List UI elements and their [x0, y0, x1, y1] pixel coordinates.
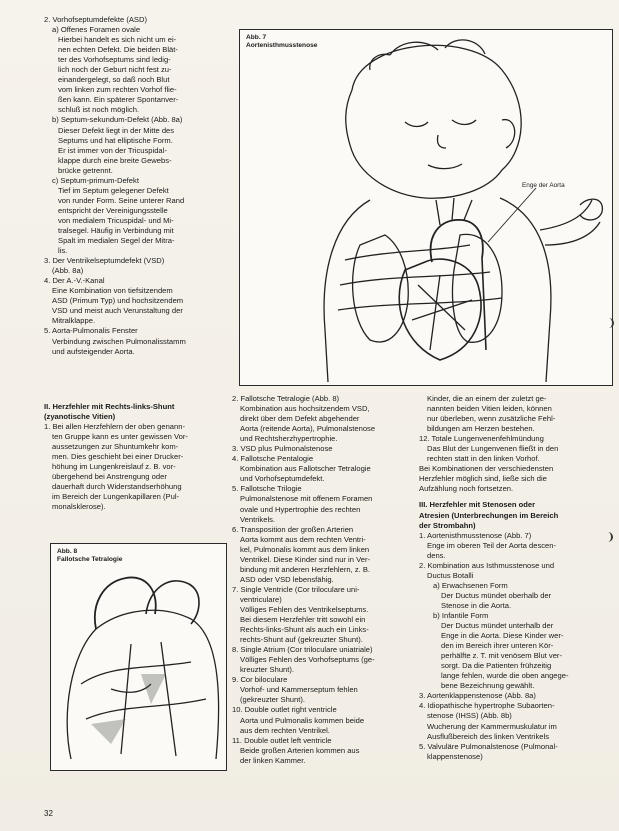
text-line: aussetzungen zur Shuntumkehr kom-	[52, 442, 179, 452]
text-line: einandergelegt, so daß noch Blut	[58, 75, 170, 85]
text-line: Enge in die Aorta. Diese Kinder wer-	[441, 631, 564, 641]
text-line: Mitralklappe.	[52, 316, 96, 326]
text-line: rechts-Shunt auf (gekreuzter Shunt).	[240, 635, 363, 645]
text-line: Bei Kombinationen der verschiedensten	[419, 464, 554, 474]
text-line: 3. Der Ventrikelseptumdefekt (VSD)	[44, 256, 165, 266]
text-line: 3. Aortenklappenstenose (Abb. 8a)	[419, 691, 536, 701]
text-line: 1. Bei allen Herzfehlern der oben genann-	[44, 422, 185, 432]
text-line: der Strombahn)	[419, 520, 476, 530]
text-line: kel, Pulmonalis kommt aus dem linken	[240, 544, 370, 554]
text-line: Kombination aus hochsitzendem VSD,	[240, 404, 370, 414]
text-line: ßen kann. Ein späterer Spontanver-	[58, 95, 179, 105]
text-line: Enge im oberen Teil der Aorta descen-	[427, 540, 557, 550]
text-line: schluß ist noch möglich.	[58, 105, 140, 115]
text-line: a) Erwachsenen Form	[433, 580, 508, 590]
text-line: Der Ductus mündet unterhalb der	[441, 621, 554, 631]
text-line: III. Herzfehler mit Stenosen oder	[419, 500, 536, 510]
text-line: lange fehlen, wurde die oben angege-	[441, 671, 569, 681]
text-line: von medialem Tricuspidal- und Mi-	[58, 215, 174, 225]
text-line: Septums und hat elliptische Form.	[58, 135, 173, 145]
text-line: vom linken zum rechten Vorhof flie-	[58, 85, 177, 95]
text-line: Atresien (Unterbrechungen im Bereich	[419, 510, 559, 520]
text-line: Das Blut der Lungenvenen fließt in den	[427, 444, 559, 454]
text-line: 4. Der A.-V.-Kanal	[44, 276, 105, 286]
text-line: Aufzählung noch fortsetzen.	[419, 484, 514, 494]
text-line: lis.	[58, 246, 68, 256]
text-line: Aorta kommt aus dem rechten Ventri-	[240, 534, 366, 544]
text-line: 3. VSD plus Pulmonalstenose	[232, 444, 333, 454]
text-line: 4. Fallotsche Pentalogie	[232, 454, 314, 464]
text-line: entspricht der Vereinigungsstelle	[58, 205, 168, 215]
text-line: 7. Single Ventricle (Cor triloculare uni-	[232, 584, 360, 594]
page-number: 32	[44, 809, 53, 818]
text-line: Dieser Defekt liegt in der Mitte des	[58, 125, 175, 135]
page-edge-mark	[605, 532, 613, 542]
text-line: 5. Aorta-Pulmonalis Fenster	[44, 326, 138, 336]
text-line: 5. Valvuläre Pulmonalstenose (Pulmonal-	[419, 741, 558, 751]
text-line: (Abb. 8a)	[52, 266, 84, 276]
text-line: den im Bereich ihrer unteren Kör-	[441, 641, 554, 651]
text-line: Vorhof- und Kammerseptum fehlen	[240, 685, 358, 695]
column-a	[44, 15, 222, 357]
text-line: ventriculare)	[240, 594, 282, 604]
text-line: Völliges Fehlen des Vorhofseptums (ge-	[240, 655, 375, 665]
text-line: b) Septum-sekundum-Defekt (Abb. 8a)	[52, 115, 183, 125]
text-line: ten Gruppe kann es unter gewissen Vor-	[52, 432, 188, 442]
text-line: ovale und Hypertrophie des rechten	[240, 504, 361, 514]
text-line: Wucherung der Kammermuskulatur im	[427, 721, 557, 731]
text-line: dauerhaft durch Widerstandserhöhung	[52, 482, 182, 492]
text-line: Verbindung zwischen Pulmonalisstamm	[52, 336, 186, 346]
text-line: aus dem rechten Ventrikel.	[240, 725, 330, 735]
text-line: perhälfte z. T. mit venösem Blut ver-	[441, 651, 562, 661]
text-line: bildungen am Herzen bestehen.	[427, 424, 535, 434]
text-line: 1. Aortenisthmusstenose (Abb. 7)	[419, 530, 532, 540]
child-anatomy-illustration	[240, 30, 612, 385]
text-line: (zyanotische Vitien)	[44, 412, 116, 422]
text-line: lich noch der Geburt nicht fest zu-	[58, 65, 172, 75]
annotation-aortic-narrowing: Enge der Aorta	[522, 182, 565, 189]
text-line: II. Herzfehler mit Rechts-links-Shunt	[44, 402, 175, 411]
text-line: monalsklerose).	[52, 502, 106, 512]
figure-title: Fallotsche Tetralogie	[57, 555, 123, 563]
text-line: und Rechtsherzhypertrophie.	[240, 434, 338, 444]
text-line: und aufsteigender Aorta.	[52, 346, 135, 356]
text-line: Ventrikel. Diese Kinder sind nur in Ver-	[240, 554, 371, 564]
text-line: bindung mit anderen Herzfehlern, z. B.	[240, 564, 371, 574]
text-line: Beide großen Arterien kommen aus	[240, 745, 360, 755]
text-line: 6. Transposition der großen Arterien	[232, 524, 354, 534]
figure-number: Abb. 8	[57, 548, 78, 555]
figure-number: Abb. 7	[246, 34, 267, 41]
column-c	[232, 394, 412, 766]
text-line: Hierbei handelt es sich nicht um ei-	[58, 35, 177, 45]
text-line: Ventrikels.	[240, 514, 276, 524]
text-line: rechten statt in den linken Vorhof.	[427, 454, 540, 464]
text-line: Kombination aus Fallotscher Tetralogie	[240, 464, 371, 474]
text-line: 10. Double outlet right ventricle	[232, 705, 337, 715]
text-line: Herzfehler möglich sind, ließe sich die	[419, 474, 547, 484]
text-line: nannten beiden Vitien leiden, können	[427, 404, 552, 414]
text-line: 9. Cor biloculare	[232, 675, 288, 685]
text-line: Kinder, die an einem der zuletzt ge-	[427, 394, 547, 403]
text-line: Spalt im medialen Segel der Mitra-	[58, 236, 175, 246]
figure-tetralogy-of-fallot	[50, 543, 227, 771]
text-line: Er ist immer von der Tricuspidal-	[58, 145, 167, 155]
text-line: c) Septum-primum-Defekt	[52, 175, 139, 185]
text-line: Pulmonalstenose mit offenem Foramen	[240, 494, 373, 504]
text-line: dens.	[427, 550, 446, 560]
text-line: stenose (IHSS) (Abb. 8b)	[427, 711, 512, 721]
text-line: nen echten Defekt. Die beiden Blät-	[58, 45, 178, 55]
text-line: von runder Form. Seine unterer Rand	[58, 195, 185, 205]
text-line: a) Offenes Foramen ovale	[52, 25, 141, 35]
text-line: 11. Double outlet left ventricle	[232, 735, 332, 745]
text-line: 4. Idiopathische hypertrophe Subaorten-	[419, 701, 555, 711]
text-line: höhung im Lungenkreislauf z. B. vor-	[52, 462, 176, 472]
text-line: und Vorhofseptumdefekt.	[240, 474, 325, 484]
text-line: 2. Vorhofseptumdefekte (ASD)	[44, 15, 147, 24]
text-line: direkt über dem Defekt abgehender	[240, 414, 360, 424]
text-line: men. Dies geschieht bei einer Drucker-	[52, 452, 184, 462]
text-line: klappenstenose)	[427, 751, 483, 761]
column-d	[419, 394, 597, 762]
text-line: Bei diesem Herzfehler tritt sowohl ein	[240, 615, 366, 625]
text-line: VSD und meist auch Verunstaltung der	[52, 306, 183, 316]
text-line: Tief im Septum gelegener Defekt	[58, 185, 169, 195]
column-b	[44, 402, 222, 513]
text-line: 2. Fallotsche Tetralogie (Abb. 8)	[232, 394, 340, 403]
text-line: 2. Kombination aus Isthmusstenose und	[419, 560, 555, 570]
text-line: Rechts-links-Shunt als auch ein Links-	[240, 625, 369, 635]
text-line: Ductus Botalli	[427, 570, 474, 580]
text-line: sorgt. Da die Patienten frühzeitig	[441, 661, 552, 671]
text-line: bene Bezeichnung gewählt.	[441, 681, 535, 691]
heart-diagram-illustration	[51, 544, 226, 770]
text-line: übergehend bei Anstrengung oder	[52, 472, 167, 482]
text-line: 5. Fallotsche Trilogie	[232, 484, 302, 494]
text-line: Stenose in die Aorta.	[441, 600, 512, 610]
text-line: im Bereich der Lungenkapillaren (Pul-	[52, 492, 180, 502]
text-line: Aorta (reitende Aorta), Pulmonalstenose	[240, 424, 376, 434]
text-line: ASD oder VSD lebensfähig.	[240, 574, 334, 584]
text-line: Der Ductus mündet oberhalb der	[441, 590, 552, 600]
text-line: klappe durch eine breite Gewebs-	[58, 155, 172, 165]
figure-title: Aortenisthmusstenose	[246, 41, 318, 49]
text-line: 12. Totale Lungenvenenfehlmündung	[419, 434, 544, 444]
text-line: tralsegel. Häufig in Verbindung mit	[58, 225, 174, 235]
text-line: brücke getrennt.	[58, 165, 113, 175]
text-line: der linken Kammer.	[240, 755, 306, 765]
text-line: Eine Kombination von tiefsitzendem	[52, 286, 173, 296]
text-line: 8. Single Atrium (Cor triloculare uniatriale)	[232, 645, 373, 655]
text-line: kreuzter Shunt).	[240, 665, 295, 675]
text-line: ASD (Primum Typ) und hochsitzendem	[52, 296, 184, 306]
figure-aortic-isthmus-stenosis	[239, 29, 613, 386]
text-line: Ausflußbereich des linken Ventrikels	[427, 731, 549, 741]
text-line: (gekreuzter Shunt).	[240, 695, 305, 705]
text-line: b) Infantile Form	[433, 610, 489, 620]
text-line: Aorta und Pulmonalis kommen beide	[240, 715, 365, 725]
text-line: Völliges Fehlen des Ventrikelseptums.	[240, 604, 369, 614]
text-line: nur überleben, wenn zusätzliche Fehl-	[427, 414, 556, 424]
text-line: ter des Vorhofseptums sind ledig-	[58, 55, 171, 65]
